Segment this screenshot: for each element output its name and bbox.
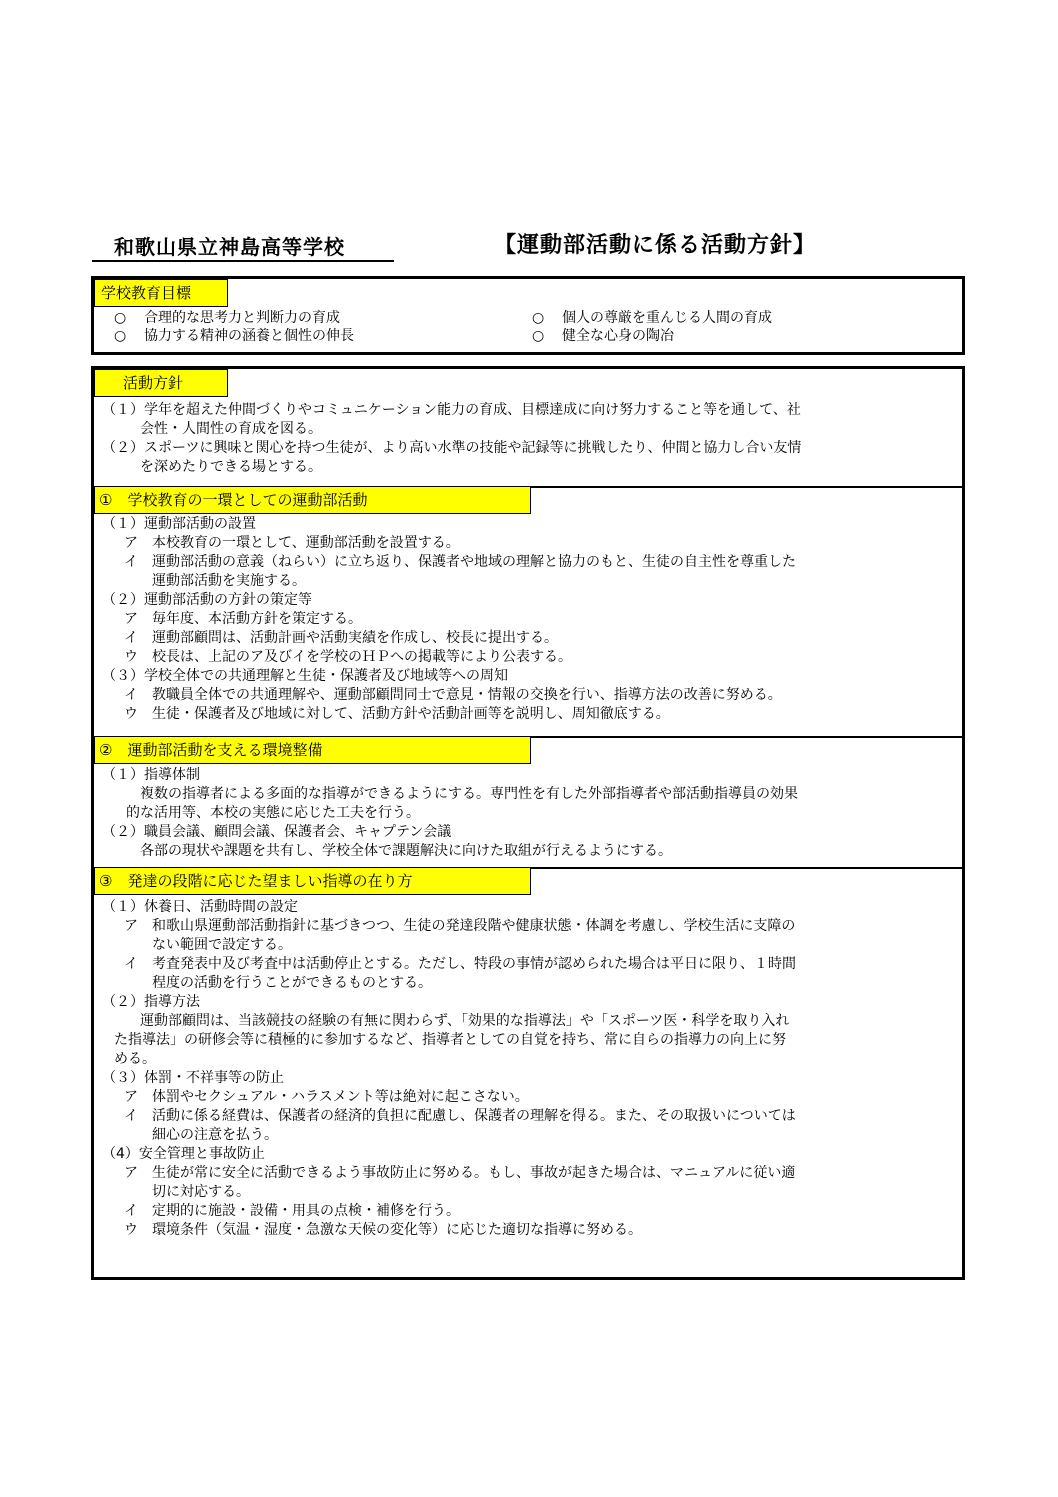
section2-line: （１）指導体制	[102, 767, 200, 783]
section3-line: ア 和歌山県運動部活動指針に基づきつつ、生徒の発達段階や健康状態・体調を考慮し、学校生活に支障の	[124, 918, 796, 934]
section1-line: ア 毎年度、本活動方針を策定する。	[124, 611, 362, 627]
policy-line: 会性・人間性の育成を図る。	[140, 421, 322, 437]
section2-text	[102, 766, 932, 861]
school-name: 和歌山県立神島高等学校	[92, 234, 394, 262]
section3-line: ア 体罰やセクシュアル・ハラスメント等は絶対に起こさない。	[124, 1089, 529, 1105]
section1-line: イ 運動部顧問は、活動計画や活動実績を作成し、校長に提出する。	[124, 630, 558, 646]
section3-line: 程度の活動を行うことができるものとする。	[152, 975, 432, 991]
section2-line: 的な活用等、本校の実態に応じた工夫を行う。	[126, 805, 420, 821]
policy-line: （１）学年を超えた仲間づくりやコミュニケーション能力の育成、目標達成に向け努力すること等を通して、社	[102, 402, 801, 418]
goal-item	[532, 309, 772, 327]
section2-line: 各部の現状や課題を共有し、学校全体で課題解決に向けた取組が行えるようにする。	[140, 843, 672, 859]
section3-line: （３）体罰・不祥事等の防止	[102, 1070, 284, 1086]
goal-text: 合理的な思考力と判断力の育成	[144, 310, 340, 326]
section1-line: ア 本校教育の一環として、運動部活動を設置する。	[124, 535, 460, 551]
section1-line: イ 教職員全体での共通理解や、運動部顧問同士で意見・情報の交換を行い、指導方法の改善に努める。	[124, 687, 782, 703]
school-goals-label: 学校教育目標	[94, 279, 228, 307]
policy-line: を深めたりできる場とする。	[140, 459, 322, 475]
section3-line: 切に対応する。	[152, 1184, 250, 1200]
section3-line: ない範囲で設定する。	[152, 937, 292, 953]
section1-line: （２）運動部活動の方針の策定等	[102, 592, 312, 608]
section1-line: （３）学校全体での共通理解と生徒・保護者及び地域等への周知	[102, 668, 508, 684]
section1-line: 運動部活動を実施する。	[152, 573, 306, 589]
section3-line: （１）休養日、活動時間の設定	[102, 899, 298, 915]
section3-line: ウ 環境条件（気温・湿度・急激な天候の変化等）に応じた適切な指導に努める。	[124, 1222, 642, 1238]
section1-text	[102, 515, 932, 724]
section1-line: ウ 校長は、上記のア及びイを学校のＨＰへの掲載等により公表する。	[124, 649, 572, 665]
circle-mark-icon: ○	[114, 310, 127, 326]
circle-mark-icon: ○	[532, 328, 545, 344]
section3-line: イ 考査発表中及び考査中は活動停止とする。ただし、特段の事情が認められた場合は平日に限り、１時間	[124, 956, 796, 972]
goal-item	[532, 327, 674, 345]
section3-line: た指導法」の研修会等に積極的に参加するなど、指導者としての自覚を持ち、常に自らの指導力の向上に努	[114, 1032, 786, 1048]
goal-item	[114, 309, 340, 327]
section3-line: （4）安全管理と事故防止	[102, 1146, 265, 1162]
section3-text	[102, 898, 932, 1240]
policy-line: （２）スポーツに興味と関心を持つ生徒が、より高い水準の技能や記録等に挑戦したり、仲間と協力し合い友情	[102, 440, 802, 456]
section3-label: ③ 発達の段階に応じた望ましい指導の在り方	[94, 867, 531, 895]
goal-text: 個人の尊厳を重んじる人間の育成	[562, 310, 772, 326]
section1-line: （１）運動部活動の設置	[102, 516, 256, 532]
school-goals-box	[91, 276, 965, 355]
document-title: 【運動部活動に係る活動方針】	[494, 233, 817, 258]
section3-line: ア 生徒が常に安全に活動できるよう事故防止に努める。もし、事故が起きた場合は、マニュアルに従い適	[124, 1165, 796, 1181]
section3-line: イ 定期的に施設・設備・用具の点検・補修を行う。	[124, 1203, 460, 1219]
section3-line: 細心の注意を払う。	[152, 1127, 278, 1143]
section3-line: イ 活動に係る経費は、保護者の経済的負担に配慮し、保護者の理解を得る。また、その取扱いについては	[124, 1108, 796, 1124]
section3-line: 運動部顧問は、当該競技の経験の有無に関わらず、「効果的な指導法」や「スポーツ医・科学を取り入れ	[140, 1013, 790, 1029]
policy-text	[102, 401, 932, 477]
circle-mark-icon: ○	[114, 328, 127, 344]
goal-text: 健全な心身の陶冶	[562, 328, 674, 344]
section3-line: （２）指導方法	[102, 994, 200, 1010]
section1-line: イ 運動部活動の意義（ねらい）に立ち返り、保護者や地域の理解と協力のもと、生徒の自主性を尊重した	[124, 554, 796, 570]
section2-label: ② 運動部活動を支える環境整備	[94, 736, 531, 764]
activity-policy-box	[91, 366, 965, 1280]
goal-text: 協力する精神の涵養と個性の伸長	[144, 328, 354, 344]
policy-label: 活動方針	[94, 369, 228, 397]
section2-line: （２）職員会議、顧問会議、保護者会、キャプテン会議	[102, 824, 452, 840]
circle-mark-icon: ○	[532, 310, 545, 326]
goal-item	[114, 327, 354, 345]
section1-line: ウ 生徒・保護者及び地域に対して、活動方針や活動計画等を説明し、周知徹底する。	[124, 706, 670, 722]
section1-label: ① 学校教育の一環としての運動部活動	[94, 486, 531, 514]
section3-line: める。	[114, 1051, 156, 1067]
section2-line: 複数の指導者による多面的な指導ができるようにする。専門性を有した外部指導者や部活動指導員の効果	[140, 786, 798, 802]
